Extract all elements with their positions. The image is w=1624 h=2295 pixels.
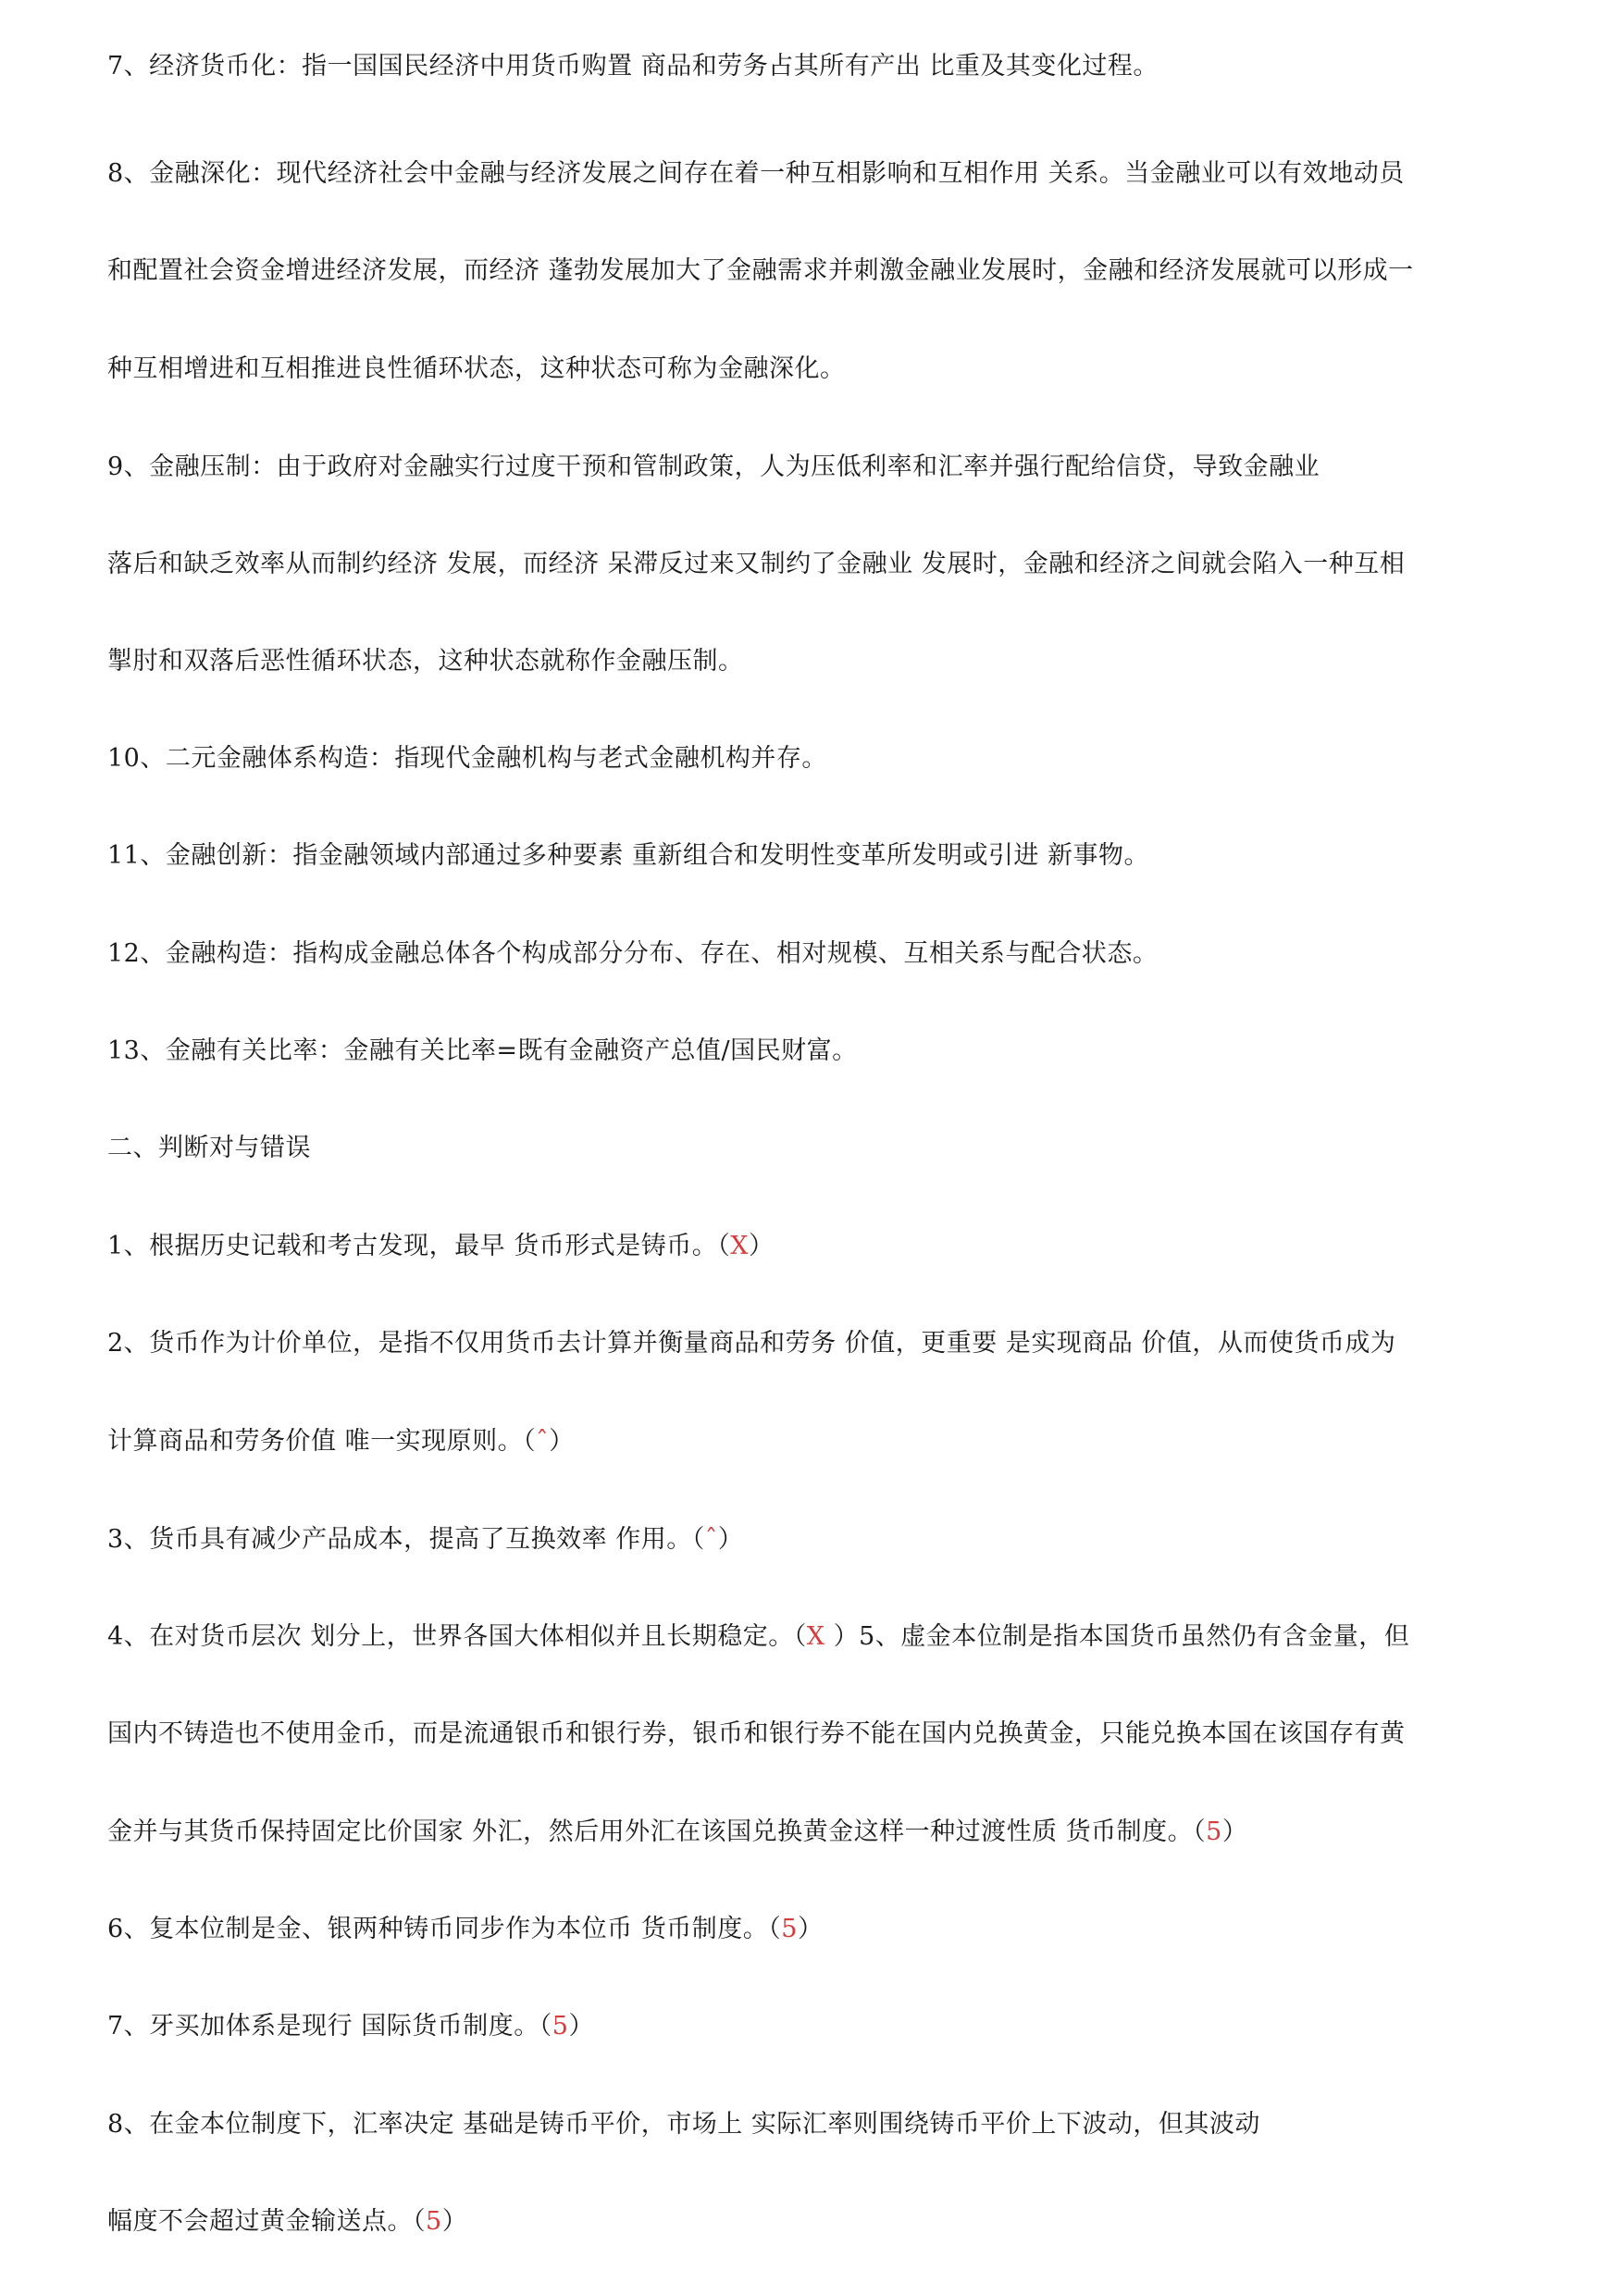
text-line (107, 643, 1597, 680)
answer-mark: 5 (552, 2012, 569, 2041)
text-line (107, 837, 1597, 875)
line-text: 11、金融创新：指金融领域内部通过多种要素 重新组合和发明性变革所发明或引进 新事物。 (107, 841, 1150, 870)
text-line (107, 48, 1597, 85)
line-text: 二、判断对与错误 (107, 1134, 311, 1162)
line-text: 7、牙买加体系是现行 国际货币制度。（ (107, 2012, 552, 2041)
line-text: 7、经济货币化：指一国国民经济中用货币购置 商品和劳务占其所有产出 比重及其变化过程。 (107, 52, 1159, 81)
line-text: 金并与其货币保持固定比价国家 外汇，然后用外汇在该国兑换黄金这样一种过渡性质 货币制度。（ (107, 1817, 1207, 1846)
line-text: 8、在金本位制度下，汇率决定 基础是铸币平价，市场上 实际汇率则围绕铸币平价上下波动，但其波动 (107, 2110, 1260, 2139)
line-text: 13、金融有关比率：金融有关比率=既有金融资产总值/国民财富。 (107, 1036, 858, 1065)
answer-mark: X (730, 1232, 749, 1260)
line-text: 掣肘和双落后恶性循环状态，这种状态就称作金融压制。 (107, 647, 744, 676)
text-line (107, 155, 1597, 192)
line-text: 计算商品和劳务价值 唯一实现原则。（ (107, 1427, 537, 1456)
text-line (107, 936, 1597, 973)
section-heading (107, 1130, 1597, 1167)
text-line (107, 1033, 1597, 1070)
answer-mark: X (806, 1622, 825, 1651)
line-text: 9、金融压制：由于政府对金融实行过度干预和管制政策，人为压低利率和汇率并强行配给信贷，导致金融业 (107, 453, 1320, 481)
text-line (107, 1521, 1597, 1558)
line-text: 6、复本位制是金、银两种铸币同步作为本位币 货币制度。（ (107, 1915, 782, 1943)
line-text: 3、货币具有减少产品成本，提高了互换效率 作用。（ (107, 1525, 705, 1554)
text-line (107, 1228, 1597, 1265)
text-line (107, 2106, 1597, 2143)
line-text-after: ） (441, 2207, 468, 2236)
text-line (107, 1325, 1597, 1362)
text-line (107, 546, 1597, 583)
line-text: 和配置社会资金增进经济发展，而经济 蓬勃发展加大了金融需求并刺激金融业发展时，金融和经济发展就可以形成一 (107, 256, 1414, 285)
line-text: 10、二元金融体系构造：指现代金融机构与老式金融机构并存。 (107, 744, 827, 773)
answer-mark: 5 (1206, 1817, 1222, 1846)
text-line (107, 2008, 1597, 2045)
line-text: 8、金融深化：现代经济社会中金融与经济发展之间存在着一种互相影响和互相作用 关系。当金融业可以有效地动员 (107, 159, 1405, 188)
line-text: 2、货币作为计价单位，是指不仅用货币去计算并衡量商品和劳务 价值，更重要 是实现商品 价值，从而使货币成为 (107, 1329, 1396, 1358)
line-text: 1、根据历史记载和考古发现，最早 货币形式是铸币。（ (107, 1232, 731, 1260)
answer-mark: ˆ (704, 1525, 718, 1554)
text-line (107, 449, 1597, 486)
answer-mark: 5 (781, 1915, 798, 1943)
line-text-after: ） (568, 2012, 594, 2041)
answer-mark: ˆ (536, 1427, 550, 1456)
text-line (107, 740, 1597, 777)
text-line (107, 1619, 1597, 1656)
text-line (107, 1716, 1597, 1753)
text-line (107, 2203, 1597, 2240)
line-text: 种互相增进和互相推进良性循环状态，这种状态可称为金融深化。 (107, 354, 846, 383)
line-text: 12、金融构造：指构成金融总体各个构成部分分布、存在、相对规模、互相关系与配合状态。 (107, 939, 1159, 968)
answer-mark: 5 (426, 2207, 442, 2236)
line-text-after: ） (1221, 1817, 1248, 1846)
line-text: 落后和缺乏效率从而制约经济 发展，而经济 呆滞反过来又制约了金融业 发展时，金融和经济之间就会陷入一种互相 (107, 550, 1406, 578)
line-text: 幅度不会超过黄金输送点。（ (107, 2207, 426, 2236)
text-line (107, 253, 1597, 290)
text-line (107, 1911, 1597, 1948)
text-line (107, 351, 1597, 388)
text-line (107, 1423, 1597, 1460)
line-text-after: ）5、虚金本位制是指本国货币虽然仍有含金量，但 (824, 1622, 1410, 1651)
text-line (107, 1814, 1597, 1851)
line-text-after: ） (749, 1232, 775, 1260)
line-text-after: ） (797, 1915, 824, 1943)
line-text-after: ） (717, 1525, 744, 1554)
line-text: 国内不铸造也不使用金币，而是流通银币和银行券，银币和银行券不能在国内兑换黄金，只能兑换本国在该国存有黄 (107, 1719, 1406, 1748)
line-text-after: ） (549, 1427, 575, 1456)
line-text: 4、在对货币层次 划分上，世界各国大体相似并且长期稳定。（ (107, 1622, 807, 1651)
